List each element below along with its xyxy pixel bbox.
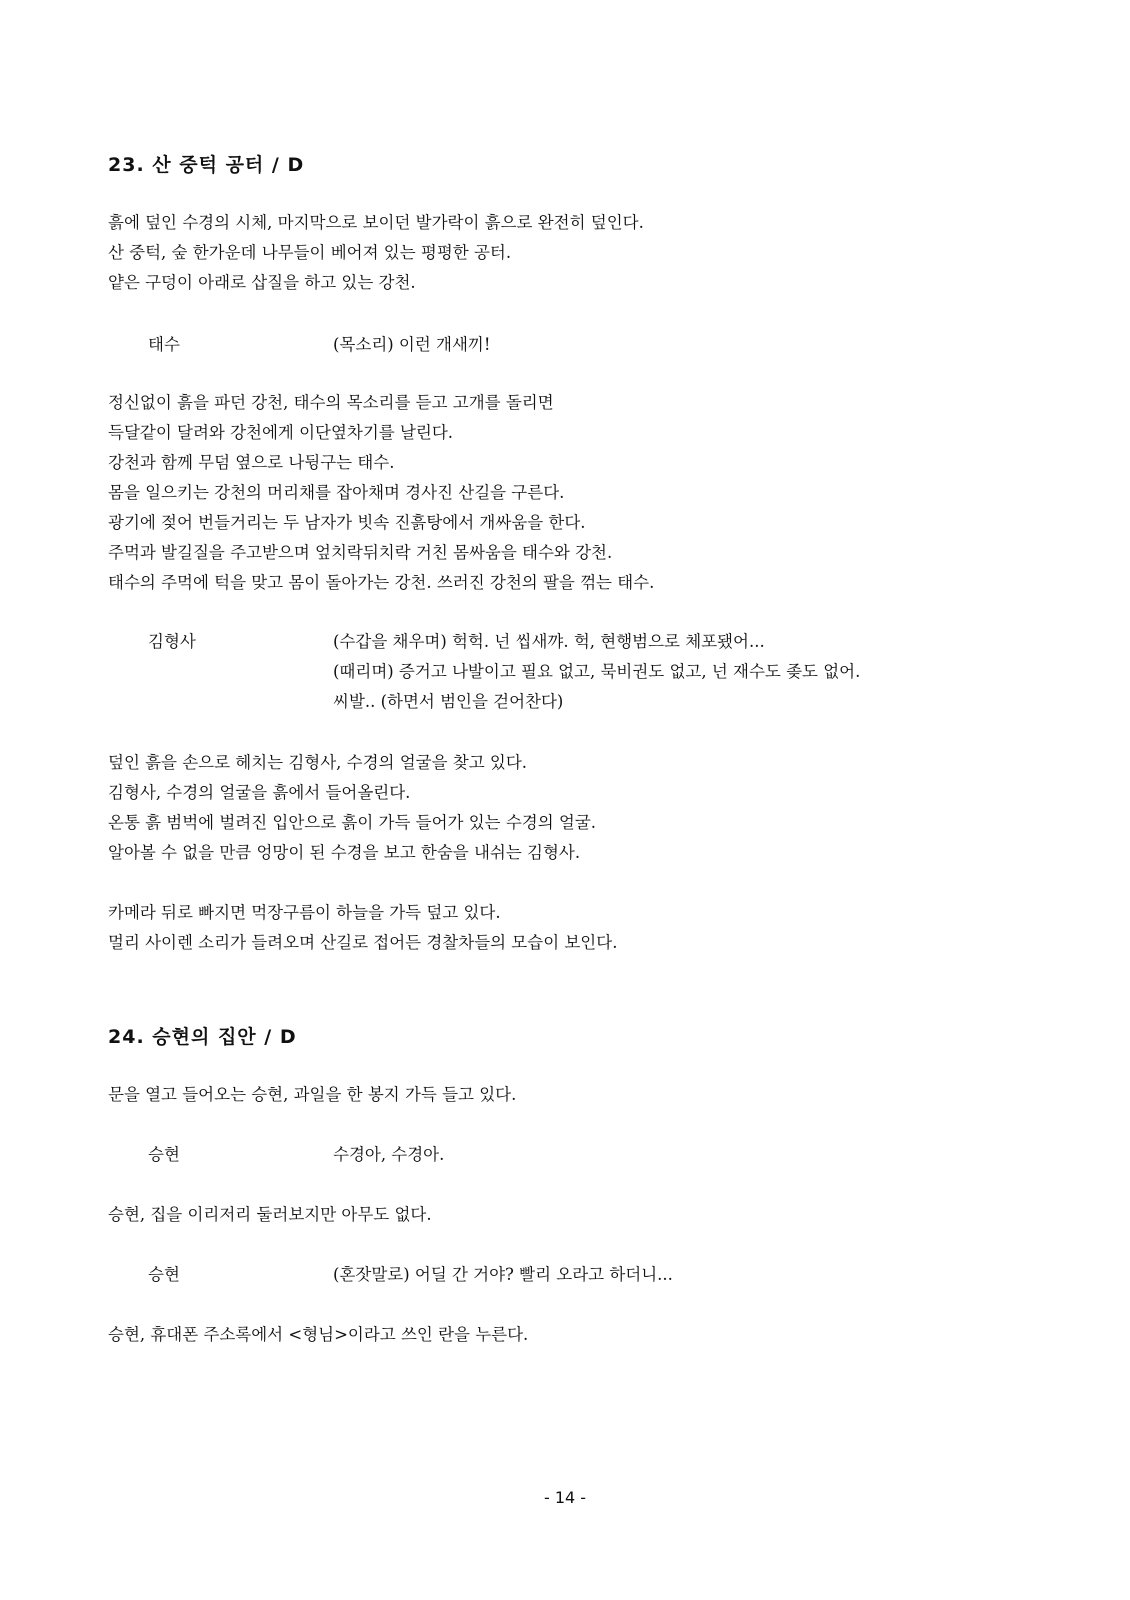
speaker-name: 승현 <box>148 1145 180 1164</box>
action-line: 멀리 사이렌 소리가 들려오며 산길로 접어든 경찰차들의 모습이 보인다. <box>108 933 618 952</box>
scene23-action-block-4 <box>108 898 617 958</box>
scene23-action-block-2 <box>108 388 654 598</box>
action-line: 승현, 휴대폰 주소록에서 <형님>이라고 쓰인 란을 누른다. <box>108 1325 529 1344</box>
action-line: 알아볼 수 없을 만큼 엉망이 된 수경을 보고 한숨을 내쉬는 김형사. <box>108 843 581 862</box>
dialog-lines <box>333 330 491 360</box>
action-line: 얕은 구덩이 아래로 삽질을 하고 있는 강천. <box>108 273 416 292</box>
dialog-line: 수경아, 수경아. <box>333 1145 445 1164</box>
scene23-action-block-1 <box>108 208 644 298</box>
dialog-line: (수갑을 채우며) 헉헉. 넌 씹새꺄. 헉, 현행범으로 체포됐어... <box>333 632 765 651</box>
dialog-line: 씨발.. (하면서 범인을 걷어찬다) <box>333 692 564 711</box>
dialog-lines <box>333 627 860 717</box>
action-line: 몸을 일으키는 강천의 머리채를 잡아채며 경사진 산길을 구른다. <box>108 483 565 502</box>
dialog-lines <box>333 1260 673 1290</box>
action-line: 광기에 젖어 번들거리는 두 남자가 빗속 진흙탕에서 개싸움을 한다. <box>108 513 586 532</box>
action-line: 온통 흙 범벅에 벌려진 입안으로 흙이 가득 들어가 있는 수경의 얼굴. <box>108 813 597 832</box>
action-line: 산 중턱, 숲 한가운데 나무들이 베어져 있는 평평한 공터. <box>108 243 512 262</box>
scene-heading-24: 24. 승현의 집안 / D <box>108 1026 297 1048</box>
action-line: 주먹과 발길질을 주고받으며 엎치락뒤치락 거친 몸싸움을 태수와 강천. <box>108 543 613 562</box>
dialog-line: (혼잣말로) 어딜 간 거야? 빨리 오라고 하더니... <box>333 1265 673 1284</box>
action-line: 강천과 함께 무덤 옆으로 나뒹구는 태수. <box>108 453 395 472</box>
speaker-name: 태수 <box>148 335 180 354</box>
action-line: 김형사, 수경의 얼굴을 흙에서 들어올린다. <box>108 783 411 802</box>
action-line: 정신없이 흙을 파던 강천, 태수의 목소리를 듣고 고개를 돌리면 <box>108 393 554 412</box>
scene-heading-23: 23. 산 중턱 공터 / D <box>108 154 305 176</box>
action-line: 태수의 주먹에 턱을 맞고 몸이 돌아가는 강천. 쓰러진 강천의 팔을 꺾는 태수. <box>108 573 655 592</box>
speaker-name: 승현 <box>148 1265 180 1284</box>
page-number: - 14 - <box>543 1488 587 1507</box>
action-line: 승현, 집을 이리저리 둘러보지만 아무도 없다. <box>108 1205 432 1224</box>
action-line: 문을 열고 들어오는 승현, 과일을 한 봉지 가득 들고 있다. <box>108 1085 517 1104</box>
action-line: 흙에 덮인 수경의 시체, 마지막으로 보이던 발가락이 흙으로 완전히 덮인다. <box>108 213 644 232</box>
action-line: 덮인 흙을 손으로 헤치는 김형사, 수경의 얼굴을 찾고 있다. <box>108 753 528 772</box>
dialog-lines <box>333 1140 444 1170</box>
action-line: 카메라 뒤로 빠지면 먹장구름이 하늘을 가득 덮고 있다. <box>108 903 501 922</box>
scene24-action-block-3 <box>108 1320 528 1350</box>
speaker-name: 김형사 <box>148 632 196 651</box>
dialog-line: (때리며) 증거고 나발이고 필요 없고, 묵비권도 없고, 넌 재수도 좆도 없어. <box>333 662 861 681</box>
scene24-action-block-2 <box>108 1200 432 1230</box>
scene24-action-block-1 <box>108 1080 516 1110</box>
action-line: 득달같이 달려와 강천에게 이단옆차기를 날린다. <box>108 423 454 442</box>
dialog-line: (목소리) 이런 개새끼! <box>333 335 491 354</box>
scene23-action-block-3 <box>108 748 596 868</box>
